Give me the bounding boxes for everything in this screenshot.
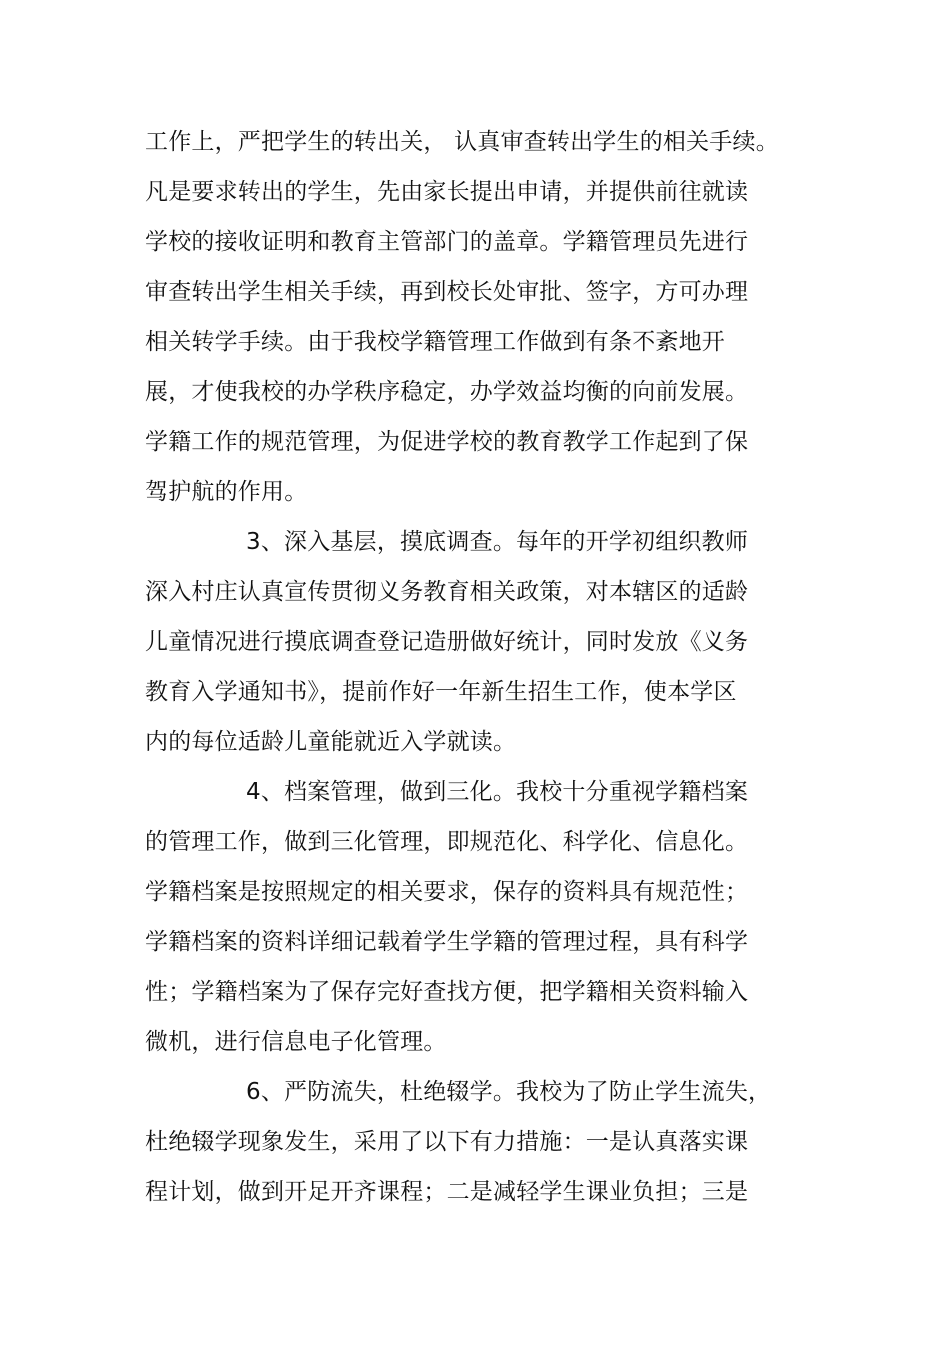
text-line: 展，才使我校的办学秩序稳定，办学效益均衡的向前发展。 — [145, 379, 749, 405]
text-line: 杜绝辍学现象发生，采用了以下有力措施：一是认真落实课 — [145, 1129, 749, 1155]
section-heading-line: 3、深入基层，摸底调查。每年的开学初组织教师 — [246, 529, 749, 555]
text-line: 学籍档案是按照规定的相关要求，保存的资料具有规范性； — [145, 879, 749, 905]
text-line: 教育入学通知书》，提前作好一年新生招生工作，使本学区 — [145, 679, 737, 705]
text-line: 凡是要求转出的学生，先由家长提出申请，并提供前往就读 — [145, 179, 749, 205]
text-line: 审查转出学生相关手续，再到校长处审批、签字，方可办理 — [145, 279, 749, 305]
text-line: 驾护航的作用。 — [145, 479, 308, 505]
text-line: 学校的接收证明和教育主管部门的盖章。学籍管理员先进行 — [145, 229, 749, 255]
text-line: 工作上，严把学生的转出关， 认真审查转出学生的相关手续。 — [145, 129, 779, 155]
section-heading-line: 6、严防流失，杜绝辍学。我校为了防止学生流失， — [246, 1079, 772, 1105]
text-line: 儿童情况进行摸底调查登记造册做好统计，同时发放《义务 — [145, 629, 749, 655]
text-line: 学籍档案的资料详细记载着学生学籍的管理过程，具有科学 — [145, 929, 749, 955]
text-line: 学籍工作的规范管理，为促进学校的教育教学工作起到了保 — [145, 429, 749, 455]
text-line: 的管理工作，做到三化管理，即规范化、科学化、信息化。 — [145, 829, 749, 855]
section-heading-line: 4、档案管理，做到三化。我校十分重视学籍档案 — [246, 779, 749, 805]
text-line: 微机，进行信息电子化管理。 — [145, 1029, 447, 1055]
text-line: 深入村庄认真宣传贯彻义务教育相关政策，对本辖区的适龄 — [145, 579, 749, 605]
text-line: 相关转学手续。由于我校学籍管理工作做到有条不紊地开 — [145, 329, 725, 355]
text-line: 性；学籍档案为了保存完好查找方便，把学籍相关资料输入 — [145, 979, 749, 1005]
text-line: 内的每位适龄儿童能就近入学就读。 — [145, 729, 517, 755]
text-line: 程计划，做到开足开齐课程；二是减轻学生课业负担；三是 — [145, 1179, 749, 1205]
